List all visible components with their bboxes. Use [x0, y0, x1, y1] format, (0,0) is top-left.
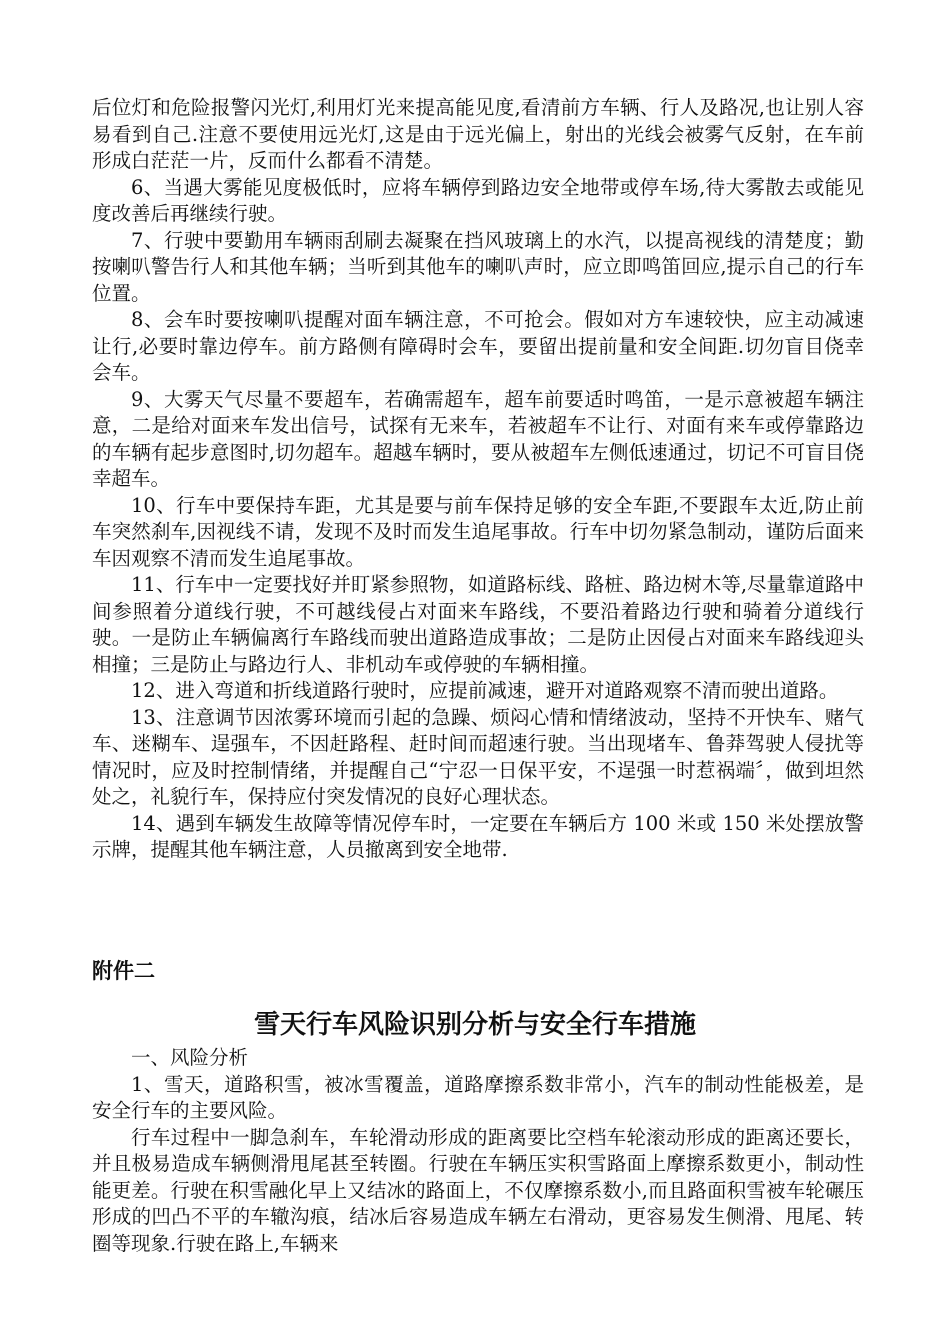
page-title: 雪天行车风险识别分析与安全行车措施 [253, 1010, 696, 1040]
paragraph-item-13: 13、注意调节因浓雾环境而引起的急躁、烦闷心情和情绪波动，坚持不开快车、赌气车、迷糊车、逞强车，不因赶路程、赶时间而超速行驶。当出现堵车、鲁莽驾驶人侵扰等情况时，应及时控制情绪，并提醒自己“宁忍一日保平安，不逞强一时惹祸端〞，做到坦然处之，礼貌行车，保持应付突发情况的良好心理状态。 [92, 705, 864, 808]
paragraph-item-14: 14、遇到车辆发生故障等情况停车时，一定要在车辆后方 100 米或 150 米处摆放警示牌，提醒其他车辆注意，人员撤离到安全地带. [92, 811, 864, 861]
paragraph-item-11: 11、行车中一定要找好并盯紧参照物，如道路标线、路桩、路边树木等,尽量靠道路中间参照着分道线行驶，不可越线侵占对面来车路线，不要沿着路边行驶和骑着分道线行驶。一是防止车辆偏离行车路线而驶出道路造成事故；二是防止因侵占对面来车路线迎头相撞；三是防止与路边行人、非机动车或停驶的车辆相撞。 [92, 573, 865, 676]
risk-analysis-section [92, 1045, 864, 1257]
annex-label: 附件二 [92, 959, 155, 983]
paragraph-item-9: 9、大雾天气尽量不要超车，若确需超车，超车前要适时鸣笛，一是示意被超车辆注意，二是给对面来车发出信号，试探有无来车，若被超车不让行、对面有来车或停靠路边的车辆有起步意图时,切勿超车。超越车辆时，要从被超车左侧低速通过，切记不可盲目侥幸超车。 [92, 387, 864, 490]
paragraph-fog-lights: 后位灯和危险报警闪光灯,利用灯光来提高能见度,看清前方车辆、行人及路况,也让别人容易看到自己.注意不要使用远光灯,这是由于远光偏上，射出的光线会被雾气反射，在车前形成白茫茫一片，反而什么都看不清楚。 [92, 96, 864, 172]
paragraph-braking: 行车过程中一脚急刹车，车轮滑动形成的距离要比空档车轮滚动形成的距离还要长，并且极易造成车辆侧滑甩尾甚至转圈。行驶在车辆压实积雪路面上摩擦系数更小，制动性能更差。行驶在积雪融化早上又结冰的路面上，不仅摩擦系数小,而且路面积雪被车轮碾压形成的凹凸不平的车辙沟痕，结冰后容易造成车辆左右滑动，更容易发生侧滑、甩尾、转圈等现象.行驶在路上,车辆来 [92, 1125, 864, 1255]
paragraph-item-7: 7、行驶中要勤用车辆雨刮刷去凝聚在挡风玻璃上的水汽，以提高视线的清楚度；勤按喇叭警告行人和其他车辆；当听到其他车的喇叭声时，应立即鸣笛回应,提示自己的行车位置。 [92, 228, 864, 305]
paragraph-item-10: 10、行车中要保持车距，尤其是要与前车保持足够的安全车距,不要跟车太近,防止前车突然刹车,因视线不请，发现不及时而发生追尾事故。行车中切勿紧急制动，谨防后面来车因观察不清而发生追尾事故。 [92, 493, 864, 570]
paragraph-item-12: 12、进入弯道和折线道路行驶时，应提前减速，避开对道路观察不清而驶出道路。 [131, 679, 839, 702]
paragraph-item-8: 8、会车时要按喇叭提醒对面车辆注意，不可抢会。假如对方车速较快，应主动减速让行,必要时靠边停车。前方路侧有障碍时会车，要留出提前量和安全间距.切勿盲目侥幸会车。 [92, 308, 864, 384]
paragraph-item-6: 6、当遇大雾能见度极低时，应将车辆停到路边安全地带或停车场,待大雾散去或能见度改善后再继续行驶。 [92, 175, 864, 225]
paragraph-risk-1: 1、雪天，道路积雪，被冰雪覆盖，道路摩擦系数非常小，汽车的制动性能极差，是安全行车的主要风险。 [92, 1072, 864, 1122]
continuation-text [92, 95, 864, 864]
section-heading: 一、风险分析 [131, 1046, 249, 1069]
